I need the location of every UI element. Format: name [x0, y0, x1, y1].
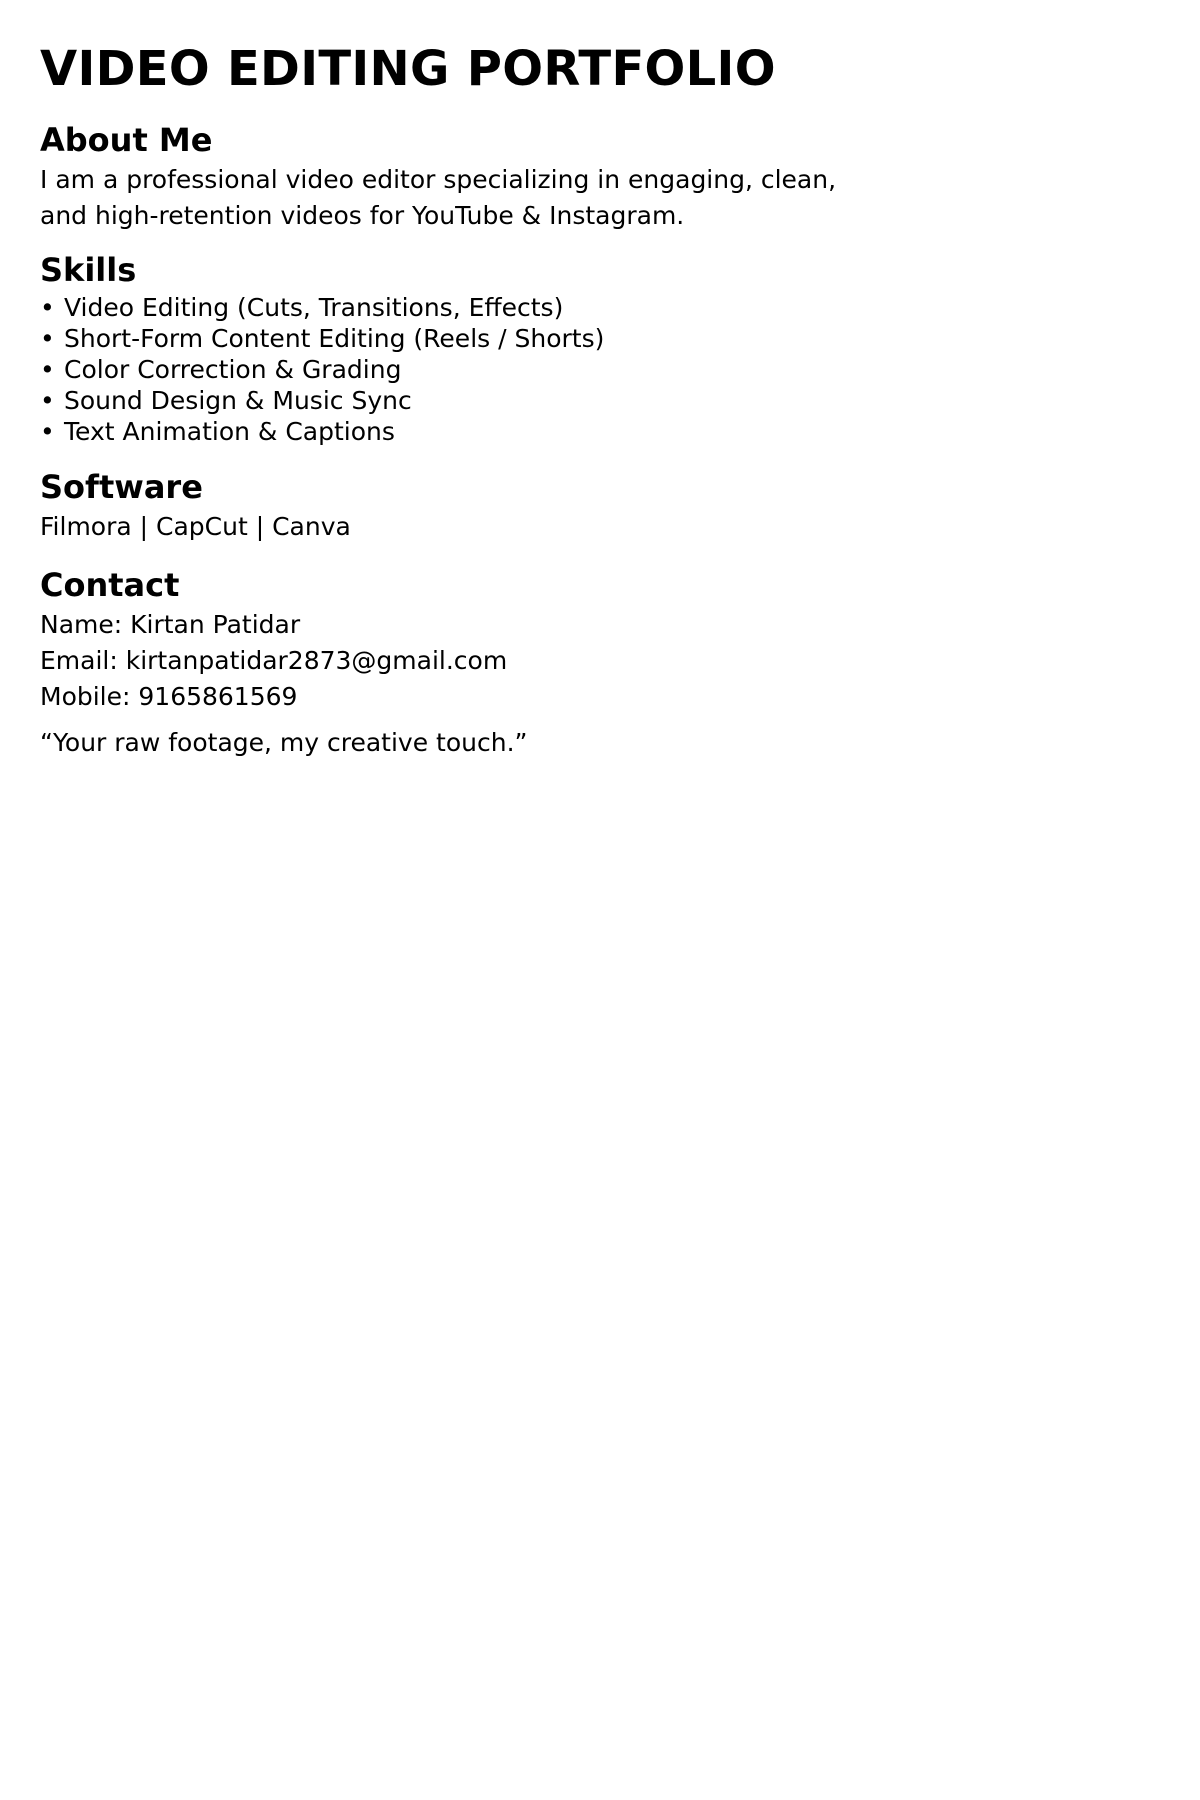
- contact-details: [40, 607, 1160, 715]
- software-heading: Software: [40, 468, 203, 506]
- skill-label: Text Animation & Captions: [64, 417, 395, 446]
- skills-heading: Skills: [40, 251, 137, 289]
- bullet: •: [40, 355, 55, 384]
- skill-item: [40, 292, 1160, 323]
- about-text: I am a professional video editor specializing in engaging, clean, and high-retention videos for YouTube & Instagram.: [40, 165, 837, 230]
- skills-section: [40, 250, 1160, 447]
- software-list: Filmora | CapCut | Canva: [40, 512, 351, 541]
- portfolio-page: [40, 40, 1160, 761]
- page-title: VIDEO EDITING PORTFOLIO: [40, 41, 776, 97]
- software-section: [40, 467, 1160, 545]
- about-section: [40, 120, 1160, 234]
- contact-mobile: Mobile: 9165861569: [40, 682, 298, 711]
- skill-item: [40, 354, 1160, 385]
- skill-item: [40, 323, 1160, 354]
- skill-label: Video Editing (Cuts, Transitions, Effects): [64, 293, 564, 322]
- tagline-quote: “Your raw footage, my creative touch.”: [40, 728, 528, 757]
- skill-label: Short-Form Content Editing (Reels / Shorts): [64, 324, 605, 353]
- skill-label: Color Correction & Grading: [64, 355, 402, 384]
- bullet: •: [40, 417, 55, 446]
- bullet: •: [40, 293, 55, 322]
- contact-section: [40, 565, 1160, 715]
- skill-item: [40, 416, 1160, 447]
- contact-heading: Contact: [40, 566, 180, 604]
- skill-label: Sound Design & Music Sync: [64, 386, 412, 415]
- bullet: •: [40, 386, 55, 415]
- contact-name: Name: Kirtan Patidar: [40, 610, 301, 639]
- skills-list: [40, 292, 1160, 447]
- bullet: •: [40, 324, 55, 353]
- skill-item: [40, 385, 1160, 416]
- contact-email: Email: kirtanpatidar2873@gmail.com: [40, 646, 508, 675]
- about-heading: About Me: [40, 121, 213, 159]
